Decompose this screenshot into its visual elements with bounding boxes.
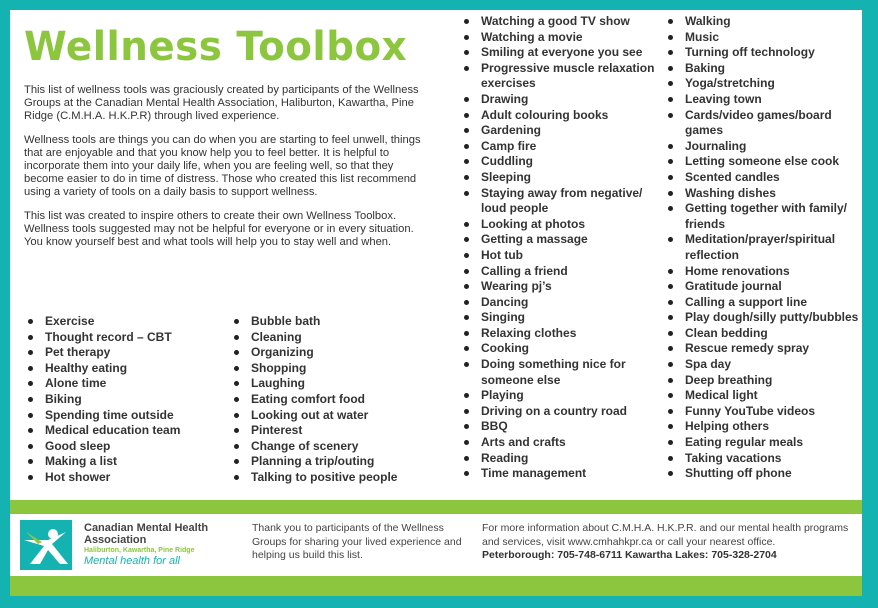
tool-list-item: Spending time outside [24, 408, 224, 424]
intro-paragraph: This list was created to inspire others to create their own Wellness Toolbox. Wellness tools suggested may not be helpful for everyone or in every situation. You know yourself best and what tools will help you to stay well and when. [24, 210, 414, 248]
tool-list-item: Getting a massage [460, 232, 660, 248]
tool-list-item: Hot tub [460, 248, 660, 264]
tool-list-item: Leaving town [664, 92, 862, 108]
tool-list-item: Eating regular meals [664, 435, 862, 451]
intro-paragraph: Wellness tools are things you can do when you are starting to feel unwell, things that are enjoyable and that you know help you to feel better. It is helpful to incorporate them into your daily life, when you are feeling well, so that they become easier to do in time of distress. Those who created this list recommend using a variety of tools on a daily basis to support wellness. [24, 134, 421, 198]
tool-list-item: Adult colouring books [460, 108, 660, 124]
cmha-logo-icon [20, 520, 72, 570]
tool-list-item: Relaxing clothes [460, 326, 660, 342]
intro-text [24, 84, 424, 260]
tool-list-item: Funny YouTube videos [664, 404, 862, 420]
tool-list-item: Cards/video games/board games [664, 108, 862, 139]
tool-list-item: Medical light [664, 388, 862, 404]
tool-list-item: Biking [24, 392, 224, 408]
tool-list-item: Shopping [230, 361, 440, 377]
tool-list-item: Helping others [664, 419, 862, 435]
tool-list-item: Letting someone else cook [664, 154, 862, 170]
tool-list-item: Bubble bath [230, 314, 440, 330]
tool-list-item: Scented candles [664, 170, 862, 186]
thanks-text: Thank you to participants of the Wellness Groups for sharing your lived experience and helping us build this list. [252, 522, 462, 561]
tool-list-item: Calling a friend [460, 264, 660, 280]
tool-list-item: Dancing [460, 295, 660, 311]
tool-list-item: Medical education team [24, 423, 224, 439]
tool-list-item: Journaling [664, 139, 862, 155]
wellness-toolbox-card [10, 10, 862, 596]
tool-list-item: Cooking [460, 341, 660, 357]
tool-list-item: Walking [664, 14, 862, 30]
tool-list-item: Deep breathing [664, 373, 862, 389]
tool-list-item: Home renovations [664, 264, 862, 280]
tool-list-item: Pet therapy [24, 345, 224, 361]
tool-list-item: Talking to positive people [230, 470, 440, 486]
tool-list-item: Drawing [460, 92, 660, 108]
tool-list-item: Playing [460, 388, 660, 404]
tool-list-item: Play dough/silly putty/bubbles [664, 310, 862, 326]
tool-list-item: Camp fire [460, 139, 660, 155]
tool-list-item: Planning a trip/outing [230, 454, 440, 470]
tool-list-column-4 [664, 14, 862, 482]
tool-list-item: Watching a movie [460, 30, 660, 46]
tool-list-item: Smiling at everyone you see [460, 45, 660, 61]
tool-list-item: Hot shower [24, 470, 224, 486]
tool-list-item: Doing something nice for someone else [460, 357, 660, 388]
tool-list-column-2 [230, 314, 440, 486]
org-block [84, 522, 234, 567]
tool-list-item: Music [664, 30, 862, 46]
tool-list-item: Calling a support line [664, 295, 862, 311]
tool-list-item: Baking [664, 61, 862, 77]
tool-list-item: Spa day [664, 357, 862, 373]
footer-top-bar [10, 500, 862, 514]
tool-list-item: Good sleep [24, 439, 224, 455]
tool-list-item: Rescue remedy spray [664, 341, 862, 357]
tool-list-item: Yoga/stretching [664, 76, 862, 92]
contact-text: For more information about C.M.H.A. H.K.P.R. and our mental health programs and services, visit www.cmhahkpr.ca or call your nearest office. [482, 522, 849, 548]
tool-list-item: Pinterest [230, 423, 440, 439]
contact-info [482, 522, 860, 563]
tool-list-item: Singing [460, 310, 660, 326]
tool-list-item: Exercise [24, 314, 224, 330]
tool-list-item: Healthy eating [24, 361, 224, 377]
office-phones: Peterborough: 705-748-6711 Kawartha Lakes: 705-328-2704 [482, 549, 777, 561]
tool-list-item: Progressive muscle relaxation exercises [460, 61, 660, 92]
tool-list-item: Taking vacations [664, 451, 862, 467]
page-title: Wellness Toolbox [24, 24, 408, 70]
org-name: Canadian Mental Health Association [84, 522, 209, 546]
tool-list-item: Eating comfort food [230, 392, 440, 408]
tool-list-item: Getting together with family/ friends [664, 201, 862, 232]
tool-list-item: Alone time [24, 376, 224, 392]
tool-list-item: Washing dishes [664, 186, 862, 202]
tool-list-item: Sleeping [460, 170, 660, 186]
tool-list-item: Meditation/prayer/spiritual reflection [664, 232, 862, 263]
tool-list-item: Driving on a country road [460, 404, 660, 420]
tool-list-item: Gratitude journal [664, 279, 862, 295]
tool-list-item: Staying away from negative/ loud people [460, 186, 660, 217]
intro-paragraph: This list of wellness tools was graciously created by participants of the Wellness Groups at the Canadian Mental Health Association, Haliburton, Kawartha, Pine Ridge (C.M.H.A. H.K.P.R) through lived experience. [24, 84, 419, 122]
tool-list-item: Thought record – CBT [24, 330, 224, 346]
tool-list-item: Arts and crafts [460, 435, 660, 451]
tool-list-item: Gardening [460, 123, 660, 139]
tool-list-item: Making a list [24, 454, 224, 470]
tool-list-item: Organizing [230, 345, 440, 361]
tool-list-column-1 [24, 314, 224, 486]
tool-list-item: Time management [460, 466, 660, 482]
tool-list-item: Change of scenery [230, 439, 440, 455]
tool-list-item: Looking at photos [460, 217, 660, 233]
tool-list-item: Watching a good TV show [460, 14, 660, 30]
org-region: Haliburton, Kawartha, Pine Ridge [84, 547, 195, 554]
tool-list-item: Cleaning [230, 330, 440, 346]
tool-list-item: Looking out at water [230, 408, 440, 424]
tool-list-item: BBQ [460, 419, 660, 435]
tool-list-item: Wearing pj’s [460, 279, 660, 295]
tool-list-item: Clean bedding [664, 326, 862, 342]
tool-list-column-3 [460, 14, 660, 482]
tool-list-item: Laughing [230, 376, 440, 392]
footer [10, 514, 862, 576]
org-tagline: Mental health for all [84, 555, 180, 567]
tool-list-item: Shutting off phone [664, 466, 862, 482]
tool-list-item: Reading [460, 451, 660, 467]
tool-list-item: Turning off technology [664, 45, 862, 61]
tool-list-item: Cuddling [460, 154, 660, 170]
footer-bottom-bar [10, 576, 862, 596]
